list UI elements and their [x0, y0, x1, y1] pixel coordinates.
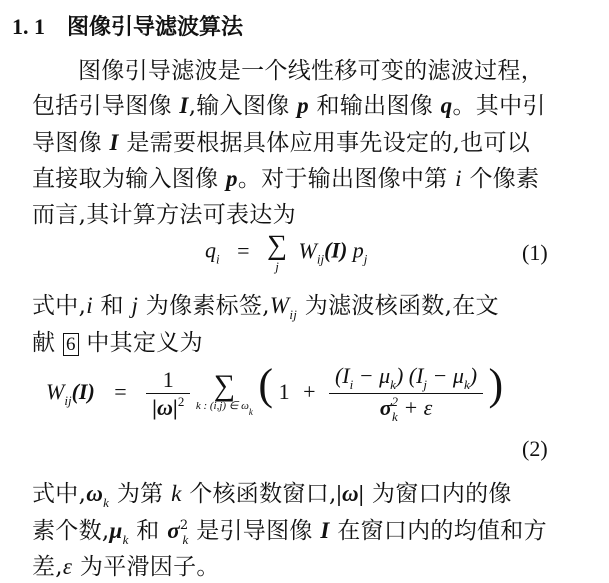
eq2-fraction-1: [146, 367, 190, 421]
text: 为窗口内的像: [364, 481, 512, 507]
eq2-left-paren: (: [258, 360, 274, 410]
paragraph3-line2: [32, 512, 547, 548]
text: 是引导图像: [188, 518, 321, 544]
eq2-frac2-den: $\sigma^2_k + \varepsilon$: [329, 393, 483, 425]
paragraph1-line2: [32, 87, 546, 120]
eq1-p: p: [352, 237, 364, 263]
eq2-equals: =: [114, 379, 127, 405]
eq1-sum-sub: j: [275, 259, 279, 274]
text: 献: [32, 330, 56, 356]
eq1-q-sub: i: [216, 251, 220, 267]
eq2-one: 1: [278, 379, 290, 405]
eq1-p-sub: j: [363, 251, 368, 267]
eq2-arg: (I): [71, 379, 95, 405]
symbol-I: I: [109, 130, 119, 155]
symbol-j: j: [131, 293, 139, 318]
symbol-mu: μ: [109, 518, 123, 543]
text: 导图像: [32, 130, 110, 156]
text: 和: [92, 293, 132, 319]
paragraph1-line5: 而言,其计算方法可表达为: [32, 202, 296, 228]
text: 包括引导图像: [32, 93, 180, 119]
symbol-sigma-sub: k: [182, 532, 189, 547]
paragraph1-line4: [32, 160, 539, 193]
eq2-sum-sub: k : (i,j) ∈ $\omega_k$: [195, 400, 253, 417]
text: 在窗口内的均值和方: [329, 518, 547, 544]
eq1-sum: ∑: [267, 230, 288, 261]
symbol-sigma-sup: 2: [179, 518, 189, 533]
symbol-omega: ω: [86, 481, 104, 506]
paragraph1-line1: 图像引导滤波是一个线性移可变的滤波过程，: [78, 58, 544, 84]
section-title: 图像引导滤波算法: [67, 15, 244, 40]
paragraph3-line3: [32, 548, 220, 581]
symbol-mu-sub: k: [122, 532, 129, 547]
text: 个像素: [461, 166, 540, 192]
symbol-sigma: σ: [167, 518, 180, 543]
text: 差,: [32, 554, 63, 580]
symbol-epsilon: ε: [62, 554, 73, 579]
section-number: 1. 1: [12, 14, 45, 39]
eq1-W-sub: ij: [316, 251, 325, 267]
paragraph3-line1: [32, 475, 512, 511]
eq2-fraction-2: [329, 363, 483, 425]
citation-6[interactable]: 6: [63, 333, 79, 356]
text: 直接取为输入图像: [32, 166, 227, 192]
text: 个核函数窗口,: [181, 481, 337, 507]
symbol-I: I: [320, 518, 330, 543]
paragraph2-line1: [32, 287, 499, 323]
text: 。其中引: [452, 93, 546, 119]
paragraph1-line3: [32, 124, 530, 157]
text: 式中,: [32, 481, 87, 507]
symbol-abs-omega: |ω|: [336, 481, 365, 506]
eq1-arg: (I): [324, 237, 348, 263]
text: 为像素标签,: [138, 293, 270, 319]
eq1-q: q: [205, 237, 216, 263]
equation-2-label: (2): [522, 436, 548, 461]
eq2-plus: +: [303, 379, 316, 405]
eq1-equals: =: [237, 237, 250, 263]
eq1-W: W: [298, 237, 317, 263]
eq2-right-paren: ): [488, 360, 504, 410]
symbol-i: i: [455, 166, 462, 191]
text: 。对于输出图像中第: [237, 166, 456, 192]
symbol-i: i: [86, 293, 93, 318]
text: 为滤波核函数,在文: [297, 293, 499, 319]
symbol-k: k: [171, 481, 182, 506]
symbol-I: I: [179, 93, 189, 118]
equation-1: [205, 232, 367, 273]
text: ,输入图像: [188, 93, 298, 119]
eq1-sum-block: [267, 232, 287, 273]
symbol-W: W: [269, 293, 290, 318]
text: 和: [128, 518, 168, 544]
text: 和输出图像: [308, 93, 441, 119]
text: 素个数,: [32, 518, 110, 544]
text: 为平滑因子。: [72, 554, 220, 580]
eq2-frac2-num: $(I_i - \mu_k) (I_j - \mu_k)$: [334, 363, 478, 392]
eq2-frac1-num: 1: [162, 367, 174, 392]
eq2-W-sub: ij: [64, 393, 72, 409]
text: 中其定义为: [86, 330, 203, 356]
eq2-sum-block: [196, 371, 253, 417]
paragraph2-line2: [32, 324, 203, 357]
text: 为第: [109, 481, 172, 507]
text: 式中,: [32, 293, 87, 319]
eq2-W: W: [46, 379, 65, 405]
symbol-q: q: [440, 93, 453, 118]
text: 是需要根据具体应用事先设定的,也可以: [118, 130, 531, 156]
section-heading: [12, 10, 243, 41]
eq2-frac1-den: $|\omega|^2$: [146, 393, 190, 421]
symbol-W-sub: ij: [289, 307, 298, 322]
symbol-omega-sub: k: [103, 495, 110, 510]
symbol-p: p: [226, 166, 238, 191]
equation-2: [46, 360, 504, 425]
eq2-sum: ∑: [213, 369, 236, 402]
symbol-p: p: [297, 93, 309, 118]
equation-1-label: (1): [522, 240, 548, 265]
